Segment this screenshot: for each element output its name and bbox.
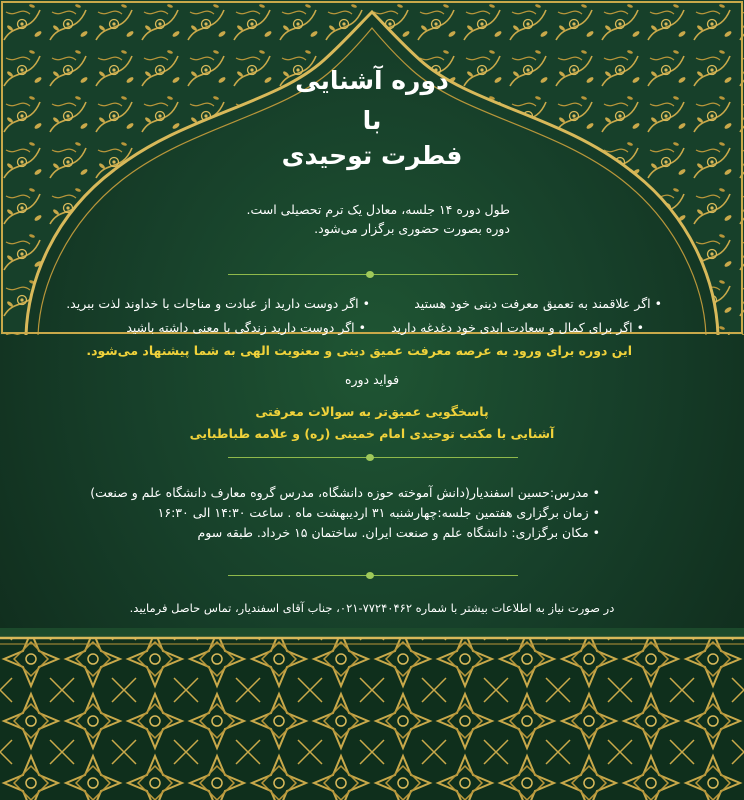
- audience-item: • اگر برای کمال و سعادت ابدی خود دغدغه دارید: [391, 320, 644, 335]
- benefits-title: فواید دوره: [344, 372, 400, 387]
- benefit-item: آشنایی با مکتب توحیدی امام خمینی (ره) و علامه طباطبایی: [189, 426, 555, 441]
- divider-dot: [366, 454, 374, 461]
- audience-item: • اگر علاقمند به تعمیق معرفت دینی خود هستید: [414, 296, 662, 311]
- divider-dot: [366, 572, 374, 579]
- location-info: • مکان برگزاری: دانشگاه علم و صنعت ایران. ساختمان ۱۵ خرداد. طبقه سوم: [197, 525, 600, 540]
- course-title-line3: فطرت توحیدی: [281, 141, 463, 170]
- audience-item: • اگر دوست دارید زندگی با معنی داشته باشید: [126, 320, 366, 335]
- benefit-item: پاسخگویی عمیق‌تر به سوالات معرفتی: [255, 404, 489, 419]
- geometric-border-ornament: [0, 628, 744, 800]
- course-title-line2: با: [362, 106, 382, 135]
- course-title-line1: دوره آشنایی: [295, 66, 449, 95]
- intro-format: دوره بصورت حضوری برگزار می‌شود.: [314, 221, 510, 236]
- contact-info: در صورت نیاز به اطلاعات بیشتر با شماره ۷۷۲۴۰۴۶۲-۰۲۱، جناب آقای اسفندیار، تماس حاصل فرمایید.: [129, 601, 615, 615]
- divider-dot: [366, 271, 374, 278]
- audience-item: • اگر دوست دارید از عبادت و مناجات با خداوند لذت ببرید.: [66, 296, 370, 311]
- course-intro: [200, 200, 510, 238]
- session-time-info: • زمان برگزاری هفتمین جلسه:چهارشنبه ۳۱ اردیبهشت ماه . ساعت ۱۴:۳۰ الی ۱۶:۳۰: [157, 505, 600, 520]
- audience-highlight: این دوره برای ورود به عرصه معرفت عمیق دینی و معنویت الهی به شما پیشنهاد می‌شود.: [86, 343, 632, 358]
- intro-duration: طول دوره ۱۴ جلسه، معادل یک ترم تحصیلی است.: [246, 202, 510, 217]
- instructor-info: • مدرس:حسین اسفندیار(دانش آموخته حوزه دانشگاه، مدرس گروه معارف دانشگاه علم و صنعت): [90, 485, 600, 500]
- divider: [228, 274, 518, 275]
- divider: [228, 575, 518, 576]
- divider: [228, 457, 518, 458]
